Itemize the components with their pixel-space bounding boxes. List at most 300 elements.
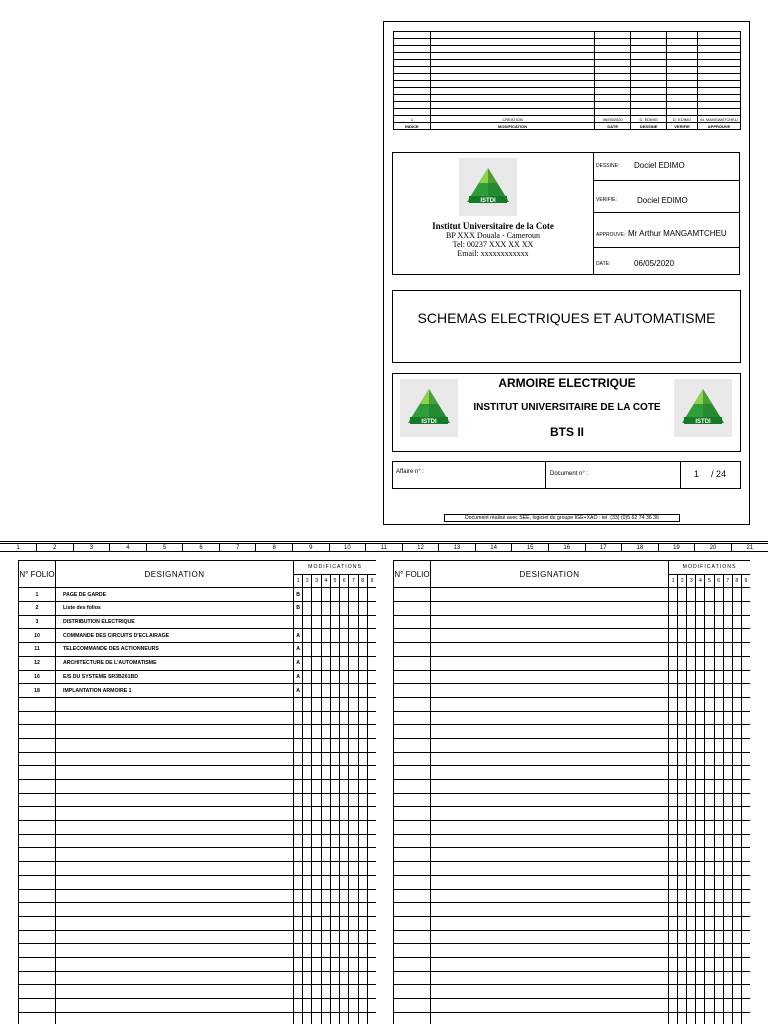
- folio-designation: PAGE DE GARDE: [56, 588, 294, 602]
- modification-cell: [330, 780, 339, 794]
- folio-row: [394, 588, 751, 602]
- modification-cell: [294, 834, 303, 848]
- modification-cell: [669, 903, 678, 917]
- modification-cell: [358, 629, 367, 643]
- modification-cell: [732, 903, 741, 917]
- revision-row: [394, 116, 741, 123]
- modification-cell: [330, 752, 339, 766]
- modification-cell: [312, 875, 321, 889]
- modification-cell: [330, 588, 339, 602]
- modification-cell: [732, 957, 741, 971]
- modification-cell: [294, 738, 303, 752]
- revision-table-area: [393, 31, 741, 141]
- modification-cell: [696, 916, 705, 930]
- modification-cell: [687, 738, 696, 752]
- modification-cell: [732, 697, 741, 711]
- folio-designation: [431, 985, 669, 999]
- modification-cell: [312, 643, 321, 657]
- revision-row-blank: [394, 102, 741, 109]
- modification-cell: [741, 916, 750, 930]
- modification-cell: [678, 916, 687, 930]
- folio-number: [394, 615, 431, 629]
- modification-cell: [669, 738, 678, 752]
- folio-designation: [431, 862, 669, 876]
- folio-number: [394, 971, 431, 985]
- folio-row: [394, 670, 751, 684]
- modification-cell: [669, 766, 678, 780]
- modification-cell: [687, 875, 696, 889]
- modification-cell: [340, 848, 349, 862]
- folio-row: [394, 752, 751, 766]
- modification-cell: [687, 780, 696, 794]
- modification-cell: [669, 684, 678, 698]
- modification-cell: [367, 588, 376, 602]
- folio-designation: TELECOMMANDE DES ACTIONNEURS: [56, 643, 294, 657]
- affaire-label: Affaire n° :: [396, 469, 424, 475]
- modification-cell: [330, 656, 339, 670]
- svg-text:ISTDI: ISTDI: [480, 198, 496, 204]
- modification-index: 7: [349, 574, 358, 588]
- modification-cell: [367, 602, 376, 616]
- modification-cell: [723, 944, 732, 958]
- modification-cell: [367, 916, 376, 930]
- modification-cell: [723, 766, 732, 780]
- modification-cell: [349, 999, 358, 1013]
- modification-index: 3: [312, 574, 321, 588]
- modification-cell: [696, 766, 705, 780]
- folio-number: [394, 985, 431, 999]
- modification-cell: [696, 821, 705, 835]
- modification-cell: [714, 957, 723, 971]
- modification-cell: [705, 711, 714, 725]
- folio-row: [19, 697, 377, 711]
- modifications-header: MODIFICATIONS: [669, 561, 751, 575]
- modification-cell: [696, 971, 705, 985]
- modification-cell: [687, 999, 696, 1013]
- modification-index: 9: [367, 574, 376, 588]
- modification-cell: [312, 656, 321, 670]
- modification-cell: [303, 629, 312, 643]
- modification-cell: [321, 944, 330, 958]
- folio-number: [19, 834, 56, 848]
- ruler-number: 15: [512, 544, 549, 551]
- folio-designation: [431, 875, 669, 889]
- folio-number: [19, 985, 56, 999]
- modification-cell: [723, 985, 732, 999]
- folio-row: [19, 944, 377, 958]
- modification-cell: [705, 602, 714, 616]
- folio-number: [394, 875, 431, 889]
- folio-row: [394, 615, 751, 629]
- modification-cell: [696, 957, 705, 971]
- folio-number: [394, 903, 431, 917]
- folio-number: [19, 1012, 56, 1024]
- modification-cell: [723, 1012, 732, 1024]
- modification-cell: [340, 793, 349, 807]
- modification-cell: [294, 944, 303, 958]
- modification-cell: [678, 944, 687, 958]
- modification-cell: [741, 725, 750, 739]
- modification-cell: [705, 821, 714, 835]
- folio-row: [394, 1012, 751, 1024]
- modification-cell: [303, 916, 312, 930]
- modification-cell: [312, 670, 321, 684]
- folio-designation: [56, 725, 294, 739]
- modification-cell: [312, 821, 321, 835]
- modification-cell: [687, 971, 696, 985]
- modification-cell: [687, 862, 696, 876]
- modification-cell: [678, 957, 687, 971]
- ruler-number: 14: [475, 544, 512, 551]
- modification-cell: [321, 848, 330, 862]
- modification-cell: [294, 697, 303, 711]
- folio-row: [394, 944, 751, 958]
- folio-number: [19, 903, 56, 917]
- folio-row: [19, 957, 377, 971]
- folio-row: [394, 697, 751, 711]
- modification-cell: [687, 656, 696, 670]
- folio-row: [19, 725, 377, 739]
- modification-cell: [367, 643, 376, 657]
- modification-cell: [358, 999, 367, 1013]
- folio-row: [394, 807, 751, 821]
- modification-cell: [723, 602, 732, 616]
- modification-cell: [303, 999, 312, 1013]
- modification-cell: [294, 752, 303, 766]
- modification-cell: [367, 615, 376, 629]
- modification-cell: [678, 930, 687, 944]
- modification-cell: [358, 957, 367, 971]
- modification-cell: [678, 862, 687, 876]
- modification-cell: [696, 615, 705, 629]
- modification-cell: [349, 862, 358, 876]
- modification-cell: [723, 793, 732, 807]
- modification-cell: [303, 725, 312, 739]
- modification-cell: [687, 793, 696, 807]
- modification-cell: [349, 602, 358, 616]
- modification-cell: [732, 725, 741, 739]
- modification-cell: [349, 684, 358, 698]
- ruler-number: 9: [293, 544, 330, 551]
- folio-row: [19, 889, 377, 903]
- approuve-value: Mr Arthur MANGAMTCHEU: [628, 229, 727, 238]
- modification-cell: [705, 588, 714, 602]
- folio-designation: [431, 793, 669, 807]
- modification-index: 4: [696, 574, 705, 588]
- modification-cell: [741, 766, 750, 780]
- modification-cell: [678, 875, 687, 889]
- modification-cell: [678, 999, 687, 1013]
- institution-email: Email: xxxxxxxxxxxx: [457, 249, 529, 258]
- modification-cell: [358, 985, 367, 999]
- modification-cell: [741, 656, 750, 670]
- folio-designation: [431, 1012, 669, 1024]
- modification-cell: [741, 889, 750, 903]
- modification-cell: [741, 821, 750, 835]
- modification-cell: [678, 793, 687, 807]
- modification-cell: [358, 903, 367, 917]
- modification-cell: [696, 752, 705, 766]
- modification-index: 3: [687, 574, 696, 588]
- ruler-number: 19: [658, 544, 695, 551]
- modification-cell: [358, 807, 367, 821]
- institution-name: Institut Universitaire de la Cote: [432, 221, 554, 231]
- modification-cell: [687, 1012, 696, 1024]
- modification-cell: [741, 957, 750, 971]
- modification-cell: [741, 971, 750, 985]
- modification-cell: [312, 738, 321, 752]
- modification-cell: [321, 670, 330, 684]
- modification-cell: [340, 862, 349, 876]
- modification-cell: [732, 821, 741, 835]
- modification-cell: [705, 615, 714, 629]
- modification-cell: [714, 999, 723, 1013]
- modification-cell: [741, 807, 750, 821]
- modification-cell: [669, 1012, 678, 1024]
- modifications-header: MODIFICATIONS: [294, 561, 377, 575]
- ruler-number: 6: [183, 544, 220, 551]
- modification-cell: [723, 752, 732, 766]
- designation-header: DESIGNATION: [431, 561, 669, 588]
- folio-row: [394, 971, 751, 985]
- modification-cell: [669, 821, 678, 835]
- modification-cell: [312, 588, 321, 602]
- modification-cell: [303, 821, 312, 835]
- modification-cell: [349, 766, 358, 780]
- folio-row: [19, 862, 377, 876]
- modification-cell: [303, 985, 312, 999]
- modification-cell: [330, 697, 339, 711]
- modification-cell: [321, 1012, 330, 1024]
- modification-cell: [723, 821, 732, 835]
- footer-note-text: Document réalisé avec SEE, logiciel du groupe IGE+XAO : tel. (33) (0)5 62 74 36 36: [465, 515, 659, 521]
- modification-cell: [358, 780, 367, 794]
- modification-cell: [714, 971, 723, 985]
- modification-cell: [358, 766, 367, 780]
- folio-designation: [431, 848, 669, 862]
- modification-cell: [303, 656, 312, 670]
- folio-number-header: N° FOLIO: [19, 561, 56, 588]
- modification-cell: [358, 848, 367, 862]
- modification-cell: [340, 985, 349, 999]
- modification-cell: [303, 944, 312, 958]
- modification-cell: [358, 889, 367, 903]
- folio-number: [394, 916, 431, 930]
- modification-cell: [669, 957, 678, 971]
- modification-cell: [714, 738, 723, 752]
- modification-cell: [741, 697, 750, 711]
- modification-cell: [741, 985, 750, 999]
- modification-cell: [732, 738, 741, 752]
- modification-cell: [705, 684, 714, 698]
- modification-cell: [696, 848, 705, 862]
- modification-cell: [340, 957, 349, 971]
- modification-cell: [687, 916, 696, 930]
- folio-number: [19, 916, 56, 930]
- modification-cell: [294, 821, 303, 835]
- modification-cell: [669, 889, 678, 903]
- modification-cell: [349, 656, 358, 670]
- modification-cell: [303, 711, 312, 725]
- modification-cell: [687, 848, 696, 862]
- modification-cell: [330, 834, 339, 848]
- modification-cell: [669, 834, 678, 848]
- folio-designation: [56, 793, 294, 807]
- folio-designation: [431, 643, 669, 657]
- revision-cell: D. EDIMO: [667, 116, 698, 123]
- modification-cell: [312, 848, 321, 862]
- modification-cell: [367, 930, 376, 944]
- modification-cell: [349, 875, 358, 889]
- modification-cell: [732, 670, 741, 684]
- modification-cell: [303, 807, 312, 821]
- modification-cell: [705, 738, 714, 752]
- modification-cell: [312, 793, 321, 807]
- modification-cell: [340, 930, 349, 944]
- folio-row: [394, 656, 751, 670]
- modification-cell: [741, 752, 750, 766]
- modification-cell: [696, 862, 705, 876]
- ruler-number: 11: [366, 544, 403, 551]
- divider: [593, 152, 594, 275]
- modification-cell: [732, 807, 741, 821]
- approuve-label: APPROUVE:: [596, 232, 626, 238]
- folio-row: [19, 738, 377, 752]
- modification-cell: [321, 807, 330, 821]
- modification-cell: [294, 807, 303, 821]
- modification-cell: [330, 971, 339, 985]
- folio-designation: [56, 957, 294, 971]
- modification-cell: [312, 999, 321, 1013]
- folio-designation: [431, 738, 669, 752]
- folio-row: [19, 807, 377, 821]
- modification-cell: [714, 670, 723, 684]
- modification-cell: [696, 930, 705, 944]
- ruler-number: 5: [146, 544, 183, 551]
- modification-cell: [303, 903, 312, 917]
- modification-cell: [741, 643, 750, 657]
- modification-cell: [321, 725, 330, 739]
- modification-cell: [723, 615, 732, 629]
- modification-cell: [723, 588, 732, 602]
- revision-cell: 1: [394, 116, 431, 123]
- modification-cell: [723, 738, 732, 752]
- folio-row: [394, 602, 751, 616]
- modification-cell: [358, 711, 367, 725]
- modification-cell: [349, 821, 358, 835]
- folio-designation: [431, 629, 669, 643]
- folio-number-header: N° FOLIO: [394, 561, 431, 588]
- modification-cell: [723, 711, 732, 725]
- modification-cell: [696, 875, 705, 889]
- modification-cell: [705, 725, 714, 739]
- folio-row: [394, 985, 751, 999]
- modification-cell: [321, 629, 330, 643]
- modification-cell: [358, 602, 367, 616]
- modification-cell: [714, 862, 723, 876]
- folio-number: [19, 807, 56, 821]
- folio-number: [19, 738, 56, 752]
- modification-cell: [321, 834, 330, 848]
- modification-cell: [669, 615, 678, 629]
- modification-cell: [705, 944, 714, 958]
- folio-designation: [56, 1012, 294, 1024]
- modification-cell: [321, 615, 330, 629]
- modification-cell: [732, 656, 741, 670]
- folio-designation: [431, 711, 669, 725]
- folio-designation: [56, 889, 294, 903]
- folio-designation: [431, 944, 669, 958]
- verifie-value: Dociel EDIMO: [637, 196, 688, 205]
- modification-cell: [714, 944, 723, 958]
- folio-number: 3: [19, 615, 56, 629]
- modification-cell: [723, 862, 732, 876]
- modification-cell: [321, 738, 330, 752]
- modification-cell: [349, 643, 358, 657]
- project-line1: ARMOIRE ELECTRIQUE: [498, 376, 636, 390]
- folio-number: [19, 862, 56, 876]
- modification-cell: [330, 916, 339, 930]
- modification-cell: [669, 793, 678, 807]
- modification-cell: [330, 821, 339, 835]
- modification-cell: [741, 738, 750, 752]
- folio-number: [19, 848, 56, 862]
- modification-cell: [303, 643, 312, 657]
- folio-row: [394, 834, 751, 848]
- modification-cell: [678, 711, 687, 725]
- folio-row: [19, 711, 377, 725]
- modification-cell: [687, 588, 696, 602]
- folio-row: [394, 780, 751, 794]
- modification-cell: [714, 780, 723, 794]
- modification-cell: [321, 862, 330, 876]
- modification-cell: [340, 725, 349, 739]
- modification-cell: [714, 725, 723, 739]
- modification-cell: [705, 697, 714, 711]
- modification-cell: [340, 903, 349, 917]
- revision-header-row: [394, 123, 741, 130]
- folio-number: 18: [19, 684, 56, 698]
- modification-cell: [303, 930, 312, 944]
- modification-cell: [367, 752, 376, 766]
- revision-header-cell: DATE: [595, 123, 631, 130]
- folio-designation: [431, 697, 669, 711]
- modification-cell: [349, 985, 358, 999]
- modification-cell: [687, 834, 696, 848]
- modification-cell: [367, 684, 376, 698]
- folio-row: [19, 656, 377, 670]
- modification-cell: [723, 780, 732, 794]
- modification-cell: [669, 930, 678, 944]
- modification-cell: [303, 957, 312, 971]
- modification-cell: [732, 834, 741, 848]
- modification-cell: [349, 629, 358, 643]
- modification-cell: [705, 916, 714, 930]
- folio-row: [19, 684, 377, 698]
- modification-cell: [349, 916, 358, 930]
- revision-row-blank: [394, 46, 741, 53]
- folio-row: [19, 971, 377, 985]
- modification-cell: [303, 670, 312, 684]
- modification-cell: [723, 999, 732, 1013]
- modification-cell: [714, 1012, 723, 1024]
- folio-designation: ARCHITECTURE DE L'AUTOMATISME: [56, 656, 294, 670]
- modification-cell: [714, 588, 723, 602]
- modification-cell: [340, 588, 349, 602]
- dessine-label: DESSINE:: [596, 163, 620, 169]
- folio-designation: [431, 684, 669, 698]
- modification-cell: [669, 725, 678, 739]
